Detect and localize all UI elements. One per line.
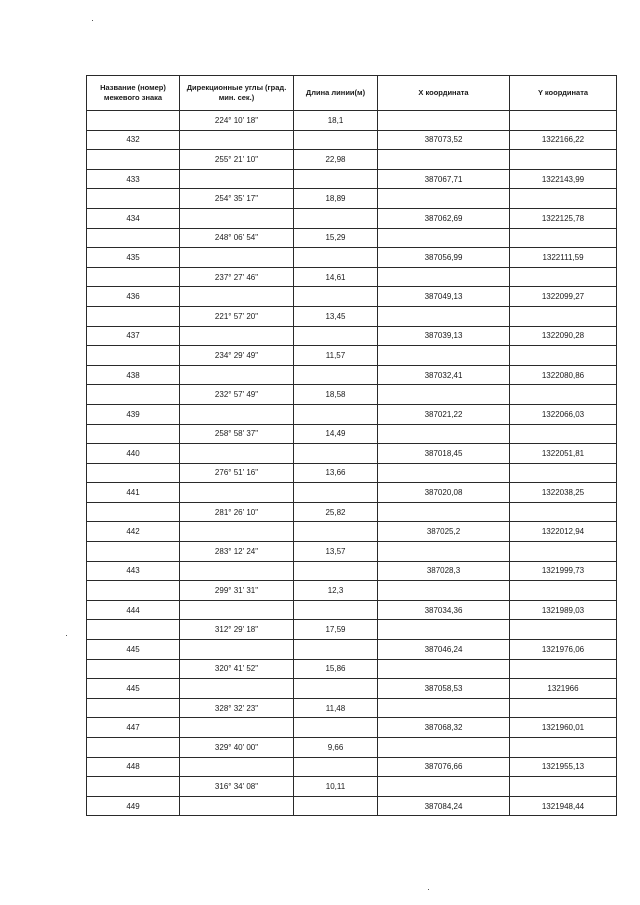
marker-name-cell	[87, 346, 180, 366]
x-coordinate-cell	[378, 267, 510, 287]
length-cell: 18,58	[294, 385, 378, 405]
table-row	[87, 326, 617, 346]
length-cell: 22,98	[294, 150, 378, 170]
x-coordinate-cell: 387021,22	[378, 404, 510, 424]
marker-name-cell	[87, 698, 180, 718]
y-coordinate-cell	[510, 502, 617, 522]
table-row	[87, 679, 617, 699]
y-coordinate-cell	[510, 306, 617, 326]
table-row	[87, 111, 617, 131]
length-cell: 18,1	[294, 111, 378, 131]
angle-cell	[180, 287, 294, 307]
marker-name-cell: 441	[87, 483, 180, 503]
table-row	[87, 757, 617, 777]
table-row	[87, 404, 617, 424]
marker-name-cell: 433	[87, 169, 180, 189]
marker-name-cell	[87, 267, 180, 287]
x-coordinate-cell: 387073,52	[378, 130, 510, 150]
angle-cell: 224° 10' 18"	[180, 111, 294, 131]
header-line-length: Длина линии(м)	[294, 76, 378, 111]
header-y-coordinate: Y координата	[510, 76, 617, 111]
table-row	[87, 346, 617, 366]
angle-cell: 312° 29' 18"	[180, 620, 294, 640]
y-coordinate-cell	[510, 659, 617, 679]
length-cell	[294, 326, 378, 346]
length-cell	[294, 718, 378, 738]
marker-name-cell	[87, 738, 180, 758]
angle-cell: 281° 26' 10"	[180, 502, 294, 522]
scan-speck	[428, 889, 429, 890]
x-coordinate-cell: 387034,36	[378, 600, 510, 620]
length-cell	[294, 757, 378, 777]
table-row	[87, 463, 617, 483]
y-coordinate-cell	[510, 111, 617, 131]
table-row	[87, 600, 617, 620]
y-coordinate-cell: 1322166,22	[510, 130, 617, 150]
angle-cell: 328° 32' 23"	[180, 698, 294, 718]
marker-name-cell: 444	[87, 600, 180, 620]
angle-cell	[180, 444, 294, 464]
marker-name-cell	[87, 228, 180, 248]
length-cell: 18,89	[294, 189, 378, 209]
table-row	[87, 169, 617, 189]
y-coordinate-cell	[510, 542, 617, 562]
length-cell: 13,57	[294, 542, 378, 562]
marker-name-cell: 435	[87, 248, 180, 268]
table-row	[87, 620, 617, 640]
scan-speck	[66, 635, 67, 636]
x-coordinate-cell: 387084,24	[378, 796, 510, 816]
length-cell	[294, 600, 378, 620]
x-coordinate-cell	[378, 463, 510, 483]
x-coordinate-cell	[378, 150, 510, 170]
angle-cell: 254° 35' 17"	[180, 189, 294, 209]
y-coordinate-cell: 1321966	[510, 679, 617, 699]
angle-cell: 255° 21' 10"	[180, 150, 294, 170]
angle-cell	[180, 404, 294, 424]
angle-cell: 221° 57' 20"	[180, 306, 294, 326]
marker-name-cell	[87, 777, 180, 797]
y-coordinate-cell: 1322125,78	[510, 208, 617, 228]
table-row	[87, 522, 617, 542]
length-cell	[294, 522, 378, 542]
table-row	[87, 483, 617, 503]
y-coordinate-cell: 1322038,25	[510, 483, 617, 503]
angle-cell	[180, 757, 294, 777]
header-marker-name: Название (номер) межевого знака	[87, 76, 180, 111]
angle-cell	[180, 640, 294, 660]
marker-name-cell: 443	[87, 561, 180, 581]
table-row	[87, 306, 617, 326]
x-coordinate-cell: 387049,13	[378, 287, 510, 307]
angle-cell: 237° 27' 46"	[180, 267, 294, 287]
marker-name-cell: 432	[87, 130, 180, 150]
angle-cell	[180, 561, 294, 581]
x-coordinate-cell: 387039,13	[378, 326, 510, 346]
angle-cell	[180, 326, 294, 346]
y-coordinate-cell: 1322012,94	[510, 522, 617, 542]
x-coordinate-cell: 387020,08	[378, 483, 510, 503]
x-coordinate-cell	[378, 346, 510, 366]
x-coordinate-cell	[378, 306, 510, 326]
table-row	[87, 385, 617, 405]
marker-name-cell	[87, 620, 180, 640]
length-cell	[294, 287, 378, 307]
table-row	[87, 777, 617, 797]
table-row	[87, 659, 617, 679]
table-row	[87, 796, 617, 816]
x-coordinate-cell	[378, 738, 510, 758]
y-coordinate-cell	[510, 698, 617, 718]
length-cell: 13,45	[294, 306, 378, 326]
marker-name-cell	[87, 581, 180, 601]
length-cell: 14,49	[294, 424, 378, 444]
x-coordinate-cell: 387018,45	[378, 444, 510, 464]
length-cell	[294, 483, 378, 503]
marker-name-cell: 437	[87, 326, 180, 346]
marker-name-cell	[87, 150, 180, 170]
y-coordinate-cell	[510, 620, 617, 640]
x-coordinate-cell	[378, 228, 510, 248]
length-cell	[294, 679, 378, 699]
table-row	[87, 718, 617, 738]
table-row	[87, 424, 617, 444]
table-row	[87, 502, 617, 522]
y-coordinate-cell: 1321976,06	[510, 640, 617, 660]
angle-cell: 316° 34' 08"	[180, 777, 294, 797]
length-cell: 15,29	[294, 228, 378, 248]
y-coordinate-cell: 1321955,13	[510, 757, 617, 777]
angle-cell: 320° 41' 52"	[180, 659, 294, 679]
table-row	[87, 208, 617, 228]
y-coordinate-cell	[510, 424, 617, 444]
length-cell	[294, 208, 378, 228]
table-body	[87, 111, 617, 816]
marker-name-cell: 445	[87, 679, 180, 699]
angle-cell	[180, 169, 294, 189]
table-row	[87, 542, 617, 562]
table-row	[87, 581, 617, 601]
length-cell	[294, 561, 378, 581]
length-cell: 13,66	[294, 463, 378, 483]
angle-cell: 248° 06' 54"	[180, 228, 294, 248]
x-coordinate-cell	[378, 189, 510, 209]
length-cell	[294, 796, 378, 816]
angle-cell: 234° 29' 49"	[180, 346, 294, 366]
x-coordinate-cell: 387076,66	[378, 757, 510, 777]
angle-cell	[180, 718, 294, 738]
marker-name-cell: 434	[87, 208, 180, 228]
x-coordinate-cell: 387058,53	[378, 679, 510, 699]
y-coordinate-cell	[510, 385, 617, 405]
angle-cell	[180, 130, 294, 150]
marker-name-cell	[87, 111, 180, 131]
length-cell	[294, 365, 378, 385]
angle-cell	[180, 365, 294, 385]
angle-cell	[180, 248, 294, 268]
y-coordinate-cell	[510, 777, 617, 797]
marker-name-cell: 442	[87, 522, 180, 542]
header-x-coordinate: X координата	[378, 76, 510, 111]
y-coordinate-cell	[510, 189, 617, 209]
y-coordinate-cell: 1321989,03	[510, 600, 617, 620]
marker-name-cell	[87, 463, 180, 483]
x-coordinate-cell: 387028,3	[378, 561, 510, 581]
table-row	[87, 561, 617, 581]
table-row	[87, 189, 617, 209]
table-row	[87, 365, 617, 385]
table-row	[87, 248, 617, 268]
table-header	[87, 76, 617, 111]
y-coordinate-cell	[510, 228, 617, 248]
x-coordinate-cell: 387067,71	[378, 169, 510, 189]
length-cell: 25,82	[294, 502, 378, 522]
x-coordinate-cell	[378, 542, 510, 562]
y-coordinate-cell	[510, 150, 617, 170]
x-coordinate-cell: 387062,69	[378, 208, 510, 228]
angle-cell	[180, 679, 294, 699]
y-coordinate-cell: 1322051,81	[510, 444, 617, 464]
x-coordinate-cell	[378, 111, 510, 131]
y-coordinate-cell	[510, 581, 617, 601]
marker-name-cell	[87, 424, 180, 444]
marker-name-cell	[87, 189, 180, 209]
marker-name-cell: 439	[87, 404, 180, 424]
x-coordinate-cell	[378, 424, 510, 444]
length-cell: 17,59	[294, 620, 378, 640]
x-coordinate-cell	[378, 502, 510, 522]
x-coordinate-cell	[378, 659, 510, 679]
table-row	[87, 267, 617, 287]
y-coordinate-cell: 1321948,44	[510, 796, 617, 816]
table-row	[87, 698, 617, 718]
table-row	[87, 287, 617, 307]
marker-name-cell	[87, 385, 180, 405]
y-coordinate-cell: 1322066,03	[510, 404, 617, 424]
y-coordinate-cell: 1322099,27	[510, 287, 617, 307]
table-row	[87, 228, 617, 248]
length-cell: 10,11	[294, 777, 378, 797]
marker-name-cell	[87, 659, 180, 679]
angle-cell	[180, 208, 294, 228]
length-cell	[294, 444, 378, 464]
angle-cell	[180, 796, 294, 816]
y-coordinate-cell	[510, 738, 617, 758]
y-coordinate-cell: 1321999,73	[510, 561, 617, 581]
marker-name-cell	[87, 542, 180, 562]
x-coordinate-cell: 387025,2	[378, 522, 510, 542]
length-cell	[294, 130, 378, 150]
y-coordinate-cell	[510, 346, 617, 366]
marker-name-cell: 448	[87, 757, 180, 777]
x-coordinate-cell: 387056,99	[378, 248, 510, 268]
y-coordinate-cell	[510, 463, 617, 483]
angle-cell: 276° 51' 16"	[180, 463, 294, 483]
boundary-coordinates-table	[86, 75, 617, 816]
y-coordinate-cell: 1322143,99	[510, 169, 617, 189]
length-cell: 12,3	[294, 581, 378, 601]
x-coordinate-cell	[378, 777, 510, 797]
y-coordinate-cell	[510, 267, 617, 287]
marker-name-cell: 440	[87, 444, 180, 464]
length-cell	[294, 404, 378, 424]
table-row	[87, 640, 617, 660]
length-cell	[294, 248, 378, 268]
length-cell: 15,86	[294, 659, 378, 679]
angle-cell: 299° 31' 31"	[180, 581, 294, 601]
angle-cell	[180, 483, 294, 503]
length-cell: 14,61	[294, 267, 378, 287]
table-row	[87, 150, 617, 170]
length-cell: 11,48	[294, 698, 378, 718]
table-row	[87, 130, 617, 150]
table-row	[87, 738, 617, 758]
table-row	[87, 444, 617, 464]
marker-name-cell: 436	[87, 287, 180, 307]
angle-cell	[180, 522, 294, 542]
angle-cell: 258° 58' 37"	[180, 424, 294, 444]
x-coordinate-cell: 387046,24	[378, 640, 510, 660]
marker-name-cell: 447	[87, 718, 180, 738]
y-coordinate-cell: 1322111,59	[510, 248, 617, 268]
scan-speck	[92, 20, 93, 21]
y-coordinate-cell: 1321960,01	[510, 718, 617, 738]
x-coordinate-cell	[378, 698, 510, 718]
x-coordinate-cell: 387032,41	[378, 365, 510, 385]
x-coordinate-cell	[378, 620, 510, 640]
x-coordinate-cell	[378, 581, 510, 601]
marker-name-cell: 438	[87, 365, 180, 385]
x-coordinate-cell	[378, 385, 510, 405]
marker-name-cell	[87, 306, 180, 326]
marker-name-cell: 449	[87, 796, 180, 816]
marker-name-cell	[87, 502, 180, 522]
length-cell: 11,57	[294, 346, 378, 366]
length-cell	[294, 640, 378, 660]
x-coordinate-cell: 387068,32	[378, 718, 510, 738]
length-cell: 9,66	[294, 738, 378, 758]
angle-cell: 232° 57' 49"	[180, 385, 294, 405]
angle-cell: 329° 40' 00"	[180, 738, 294, 758]
length-cell	[294, 169, 378, 189]
angle-cell: 283° 12' 24"	[180, 542, 294, 562]
y-coordinate-cell: 1322080,86	[510, 365, 617, 385]
marker-name-cell: 445	[87, 640, 180, 660]
y-coordinate-cell: 1322090,28	[510, 326, 617, 346]
angle-cell	[180, 600, 294, 620]
header-directional-angles: Дирекционные углы (град. мин. сек.)	[180, 76, 294, 111]
